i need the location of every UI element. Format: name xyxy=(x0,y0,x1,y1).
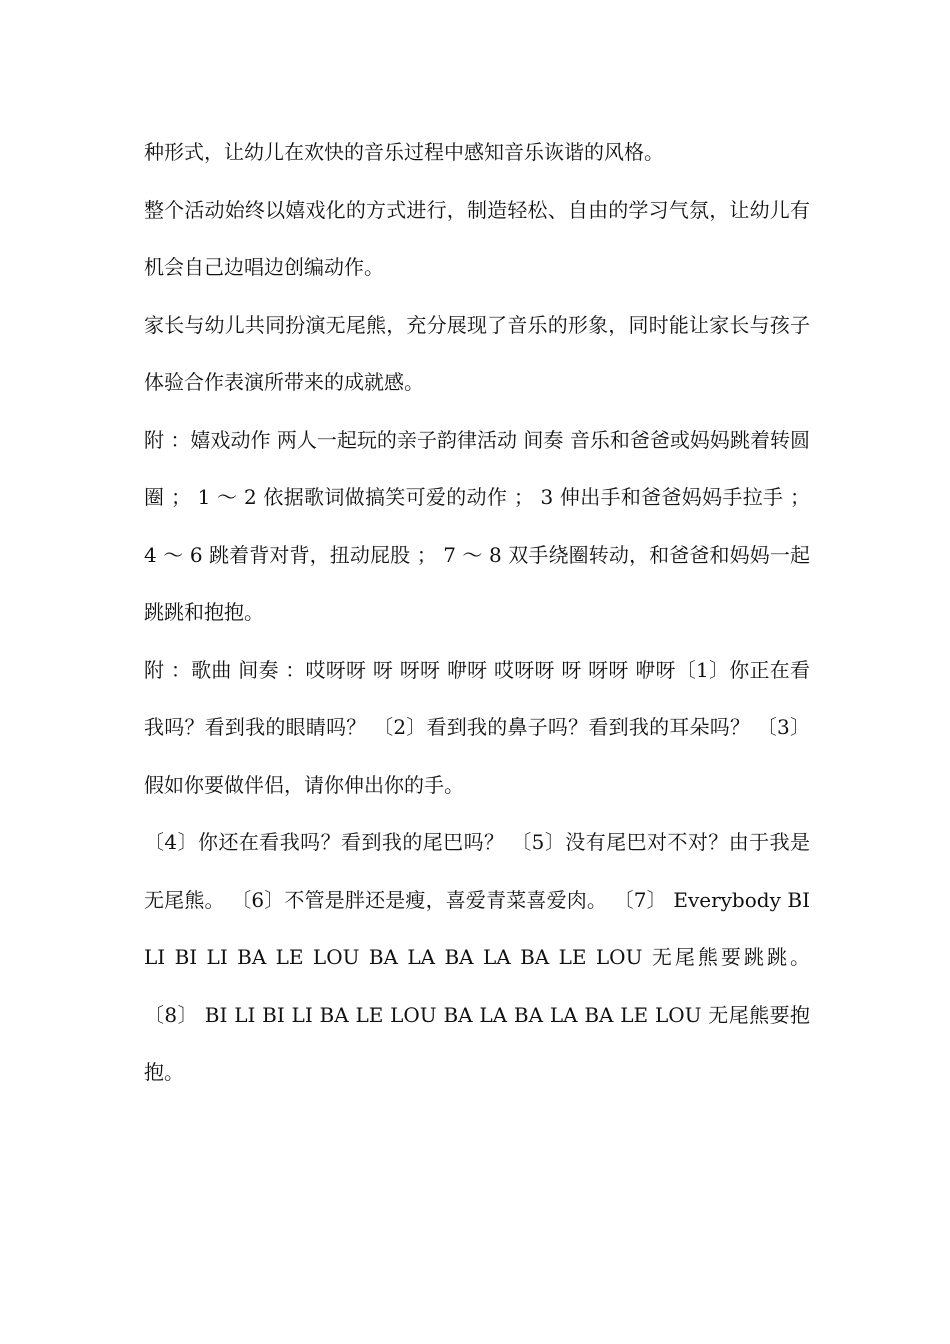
paragraph-game-method: 整个活动始终以嬉戏化的方式进行，制造轻松、自由的学习气氛，让幼儿有机会自己边唱边创编动作。 xyxy=(144,197,810,279)
document-page xyxy=(144,124,810,1102)
paragraph-appendix-song: 附 ：歌曲 间奏 ：哎呀呀 呀 呀呀 咿呀 哎呀呀 呀 呀呀 咿呀〔1〕你正在看我吗？看到我的眼睛吗？ 〔2〕看到我的鼻子吗？看到我的耳朵吗？ 〔3〕假如你要做伴侣，请你伸出你的手。 xyxy=(144,657,810,797)
paragraph-song-lyrics: 〔4〕你还在看我吗？看到我的尾巴吗？ 〔5〕没有尾巴对不对？由于我是无尾熊。 〔6〕不管是胖还是瘦，喜爱青菜喜爱肉。 〔7〕 Everybody BI LI BI LI BA LE LOU BA LA BA LA BA LE LOU 无尾熊要跳跳。 〔8〕 BI LI BI LI BA LE LOU BA LA BA LA BA LE LOU 无尾熊要抱抱。 xyxy=(144,830,810,1084)
paragraph-appendix-actions: 附 ：嬉戏动作 两人一起玩的亲子韵律活动 间奏 音乐和爸爸或妈妈跳着转圆圈 ； 1 ～ 2 依据歌词做搞笑可爱的动作 ； 3 伸出手和爸爸妈妈手拉手 ； 4 ～ 6 跳着背对背，扭动屁股 ； 7 ～ 8 双手绕圈转动，和爸爸和妈妈一起跳跳和抱抱。 xyxy=(144,427,810,624)
paragraph-style-conclusion: 种形式，让幼儿在欢快的音乐过程中感知音乐诙谐的风格。 xyxy=(144,140,664,164)
paragraph-parent-child: 家长与幼儿共同扮演无尾熊，充分展现了音乐的形象，同时能让家长与孩子体验合作表演所带来的成就感。 xyxy=(144,312,810,394)
